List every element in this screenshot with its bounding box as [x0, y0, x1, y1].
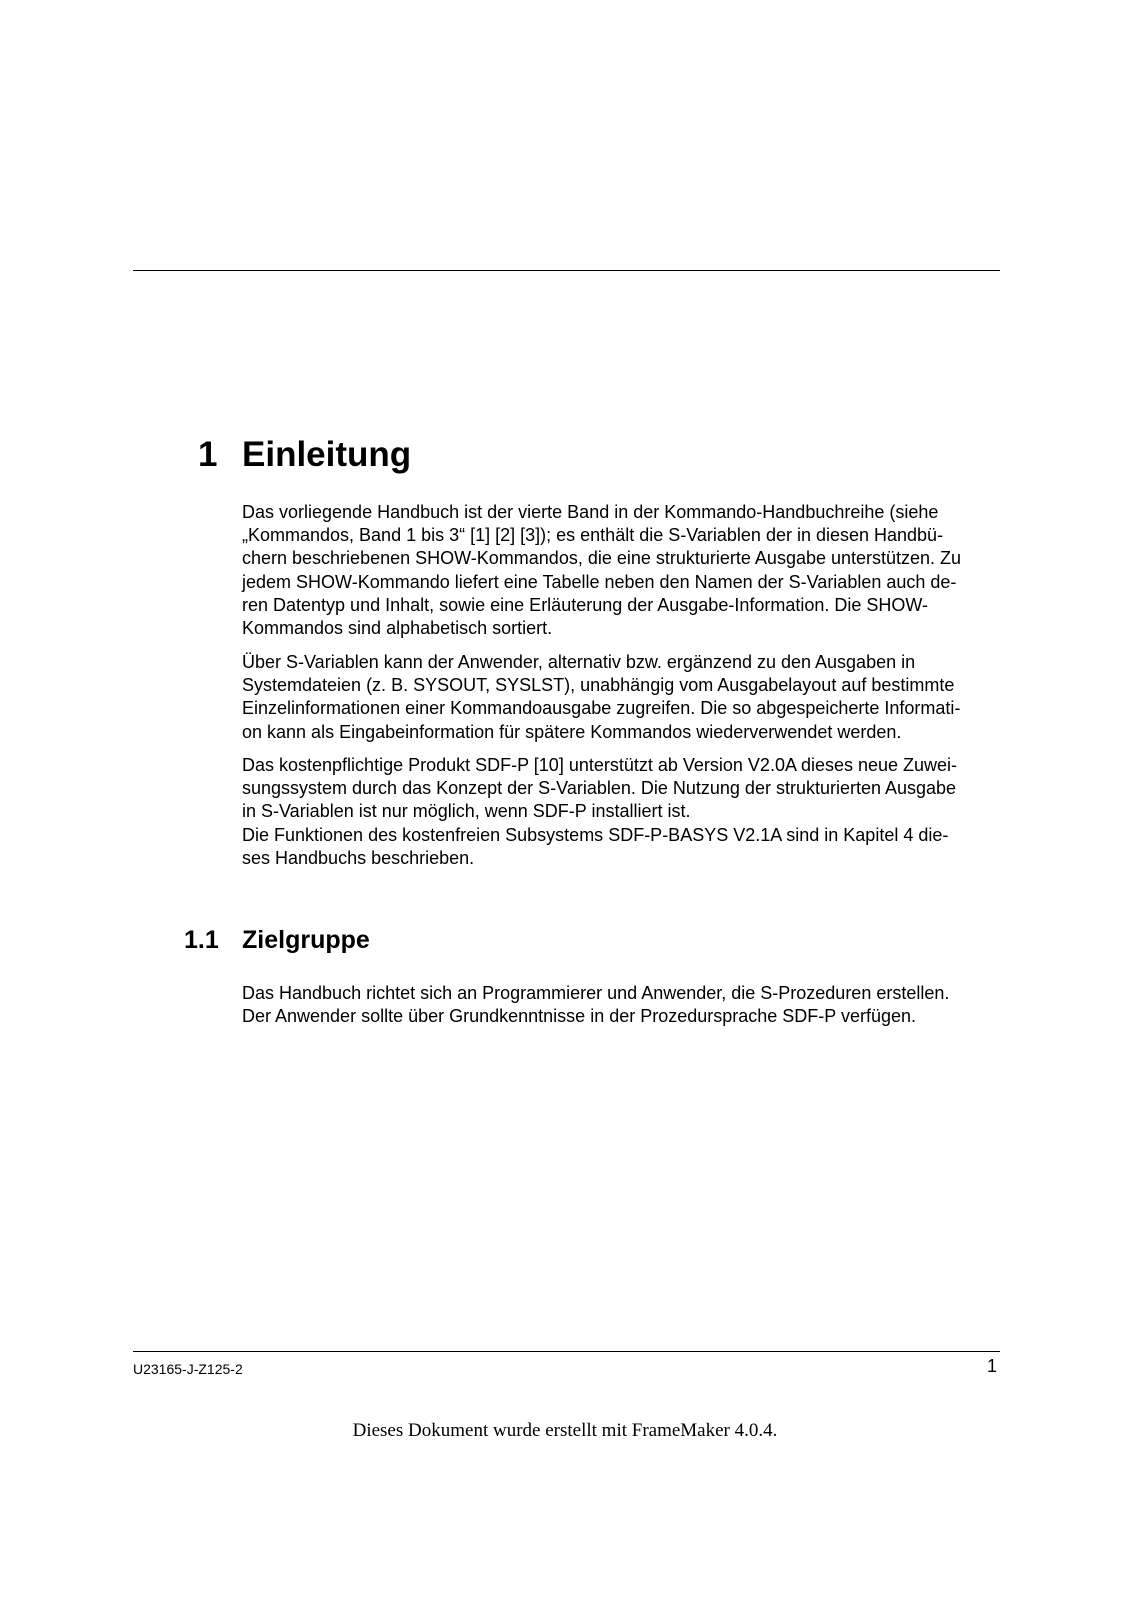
- intro-paragraph-1: [242, 501, 961, 640]
- chapter-title-text: Einleitung: [242, 435, 412, 474]
- paragraph-line: on kann als Eingabeinformation für spätere Kommandos wiederverwendet werden.: [242, 721, 902, 742]
- paragraph-line: „Kommandos, Band 1 bis 3“ [1] [2] [3]); es enthält die S-Variablen der in diesen Handbü-: [242, 525, 944, 546]
- paragraph-line: Der Anwender sollte über Grundkenntnisse in der Prozedursprache SDF-P verfügen.: [242, 1006, 917, 1027]
- footer-rule: [133, 1351, 1000, 1352]
- chapter-number: 1: [198, 435, 218, 474]
- page-number: 1: [986, 1356, 997, 1376]
- generator-note: Dieses Dokument wurde erstellt mit FrameMaker 4.0.4.: [352, 1420, 778, 1441]
- intro-paragraph-2: [242, 651, 960, 744]
- chapter-title: [198, 434, 411, 476]
- paragraph-line: Einzelinformationen einer Kommandoausgabe zugreifen. Die so abgespeicherte Informati-: [242, 698, 961, 719]
- header-rule: [133, 270, 1000, 271]
- document-id: U23165-J-Z125-2: [133, 1361, 243, 1377]
- paragraph-line: in S-Variablen ist nur möglich, wenn SDF-P installiert ist.: [242, 801, 691, 822]
- paragraph-line: Über S-Variablen kann der Anwender, alternativ bzw. ergänzend zu den Ausgaben in: [242, 652, 916, 672]
- section-title: [184, 924, 370, 956]
- paragraph-line: jedem SHOW-Kommando liefert eine Tabelle neben den Namen der S-Variablen auch de-: [242, 571, 957, 592]
- paragraph-line: sungssystem durch das Konzept der S-Variablen. Die Nutzung der strukturierten Ausgabe: [242, 778, 957, 799]
- paragraph-line: Das vorliegende Handbuch ist der vierte Band in der Kommando-Handbuchreihe (siehe: [242, 502, 939, 522]
- paragraph-line: Systemdateien (z. B. SYSOUT, SYSLST), unabhängig vom Ausgabelayout auf bestimmte: [242, 675, 955, 696]
- intro-paragraph-3: [242, 754, 957, 870]
- paragraph-line: Die Funktionen des kostenfreien Subsystems SDF-P-BASYS V2.1A sind in Kapitel 4 die-: [242, 824, 949, 845]
- paragraph-line: chern beschriebenen SHOW-Kommandos, die eine strukturierte Ausgabe unterstützen. Zu: [242, 548, 962, 569]
- paragraph-line: ren Datentyp und Inhalt, sowie eine Erläuterung der Ausgabe-Information. Die SHOW-: [242, 594, 929, 615]
- paragraph-line: Das kostenpflichtige Produkt SDF-P [10] unterstützt ab Version V2.0A dieses neue Zuwei-: [242, 755, 958, 775]
- section-paragraph: [242, 982, 949, 1028]
- paragraph-line: ses Handbuchs beschrieben.: [242, 847, 475, 868]
- paragraph-line: Das Handbuch richtet sich an Programmierer und Anwender, die S-Prozeduren erstellen.: [242, 983, 950, 1003]
- paragraph-line: Kommandos sind alphabetisch sortiert.: [242, 618, 553, 639]
- section-number: 1.1: [184, 926, 219, 954]
- section-title-text: Zielgruppe: [242, 926, 370, 954]
